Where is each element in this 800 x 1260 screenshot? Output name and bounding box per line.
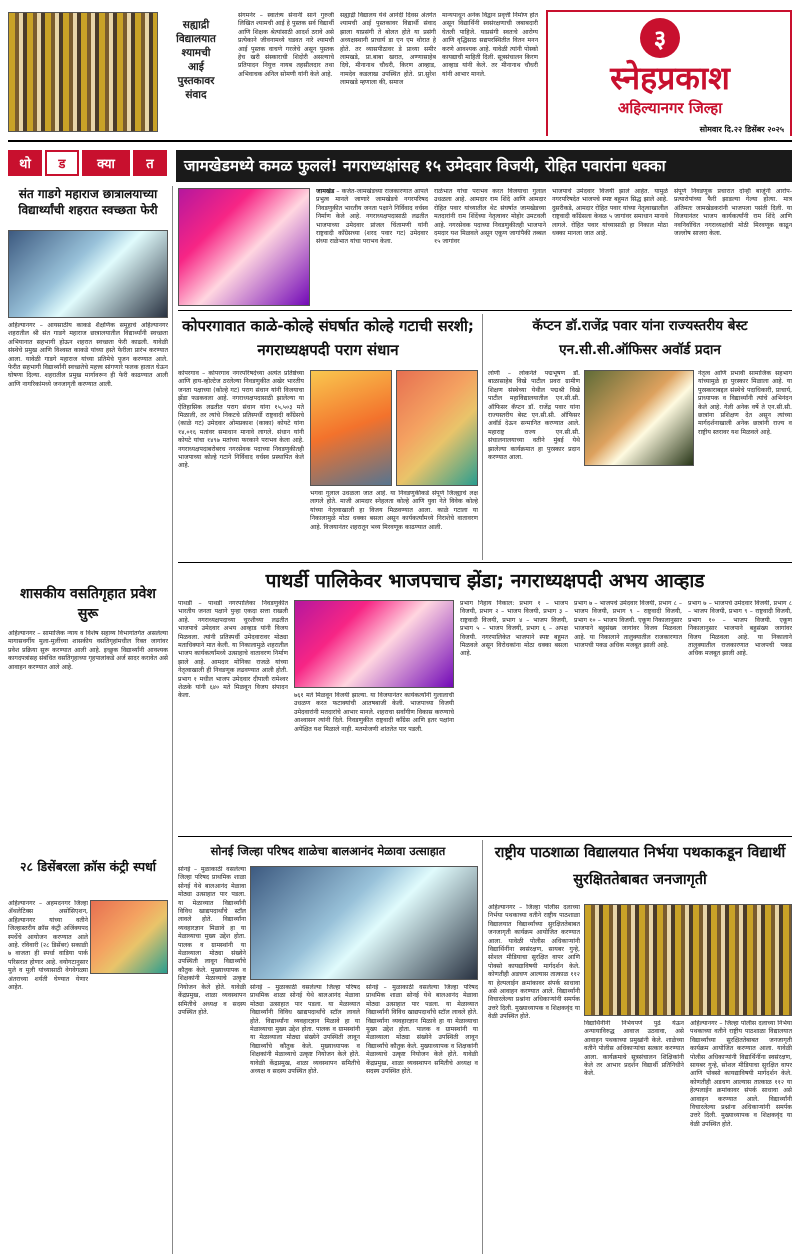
pathardi-text-5: प्रभाग ७ – भाजपचे उमेदवार विजयी, प्रभाग ८ – भाजप विजयी, प्रभाग ९ – राष्ट्रवादी विजयी, प्रभाग १० – भाजप विजयी. एकूण निकालानुसार भाजपाने बहुसंख्य जागांवर विजय मिळवला आहे. या निकालाने तालुक्यातील राजकारणात भाजपची पकड अधिक मजबूत झाली आहे. [688,600,792,658]
jamkhed-text-4: संपूर्ण निवडणूक प्रचारात दोन्ही बाजूंनी आरोप-प्रत्यारोपांच्या फैरी झाडल्या गेल्या होत्या. मात्र अंतिमतः जामखेडकरांनी भाजपला पसंती दिली. या विजयानंतर भाजप कार्यकर्त्यांनी राम शिंदे आणि नवनिर्वाचित नगराध्यक्षांची मोठी मिरवणूक काढून जल्लोष साजरा केला. [674,188,792,238]
pathardi-top-rule [178,562,792,563]
pathardi-text-3: प्रभाग निहाय निकाल: प्रभाग १ – भाजप विजयी, प्रभाग २ – भाजप विजयी, प्रभाग ३ – राष्ट्रवादी विजयी, प्रभाग ४ – भाजप विजयी, प्रभाग ५ – भाजप विजयी, प्रभाग ६ – अपक्ष विजयी. नगरपालिकेत भाजपाने स्पष्ट बहुमत मिळवले असून विरोधकांना मोठा धक्का बसला आहे. [460,600,568,658]
pathardi-text-1: पाथर्डी – पाथर्डी नगरपालिका निवडणुकीत भारतीय जनता पक्षाने पुन्हा एकदा सत्ता राखली आहे. नगराध्यक्षपदाच्या चुरशीच्या लढतीत भाजपाचे उमेदवार अभय आव्हाड यांनी विजय मिळवला. त्यांनी प्रतिस्पर्धी उमेदवारावर मोठ्या मताधिक्याने मात केली. या निकालामुळे शहरातील भाजप कार्यकर्त्यांमध्ये उत्साहाचे वातावरण निर्माण झाले आहे. आमदार मोनिका राजळे यांच्या नेतृत्वाखाली ही निवडणूक लढवण्यात आली होती. प्रभाग १ मधील भाजप उमेदवार दीपाली रामेश्वर शेळके यांनी ६४० मते मिळवून विजय संपादन केला. [178,600,288,700]
story2-headline: शासकीय वसतिगृहात प्रवेश सुरू [20,586,156,622]
top-feature-title-line: संवाद [185,89,207,101]
top-feature-col2: सह्याद्री विद्यालय येथे आनंदी दिवस अंतर्गत श्यामची आई पुस्तकावर विद्यार्थी संवाद झाला याप्रसंगी ते बोलत होते या प्रसंगी अध्यक्षस्थानी प्राचार्य डा एन एम थोरात हे होते. तर व्यासपीठावर डे प्राध्या समीर लामखडे, प्रा.बाबा खरात, अण्णासाहेब दिघे, मीनानाथ चौधरी, किरण आव्हाड, नामदेव कडलाख उपस्थित होते. प्रा.सुरेश लामखडे म्हणाला की, समाज [340,12,436,87]
nirbhaya-photo [584,904,792,1016]
top-feature-title-line: श्यामची [181,47,211,59]
sonai-headline: सोनई जिल्हा परिषद शाळेचा बालआनंद मेळावा उत्साहात [210,844,446,858]
edition-name: अहिल्यानगर जिल्हा [617,99,723,117]
jamkhed-text-1-body: – कर्जत-जामखेडच्या राजकारणात आपले प्रभुत्व मानले जाणारे जामखेडचे नगरपरिषद निवडणुकीत भारतीय जनता पक्षाने निर्विवाद वर्चस्व निर्माण केले आहे. नगराध्यक्षपदासाठी लढतीत भाजपाच्या उमेदवार प्रांजल चिंतामणी यांनी राष्ट्रवादी काँग्रेसच्या (शरद पवार गट) उमेदवार संध्या राळेभात यांचा पराभव केला. [316,188,428,246]
pawar-award-text: लोणी – लोकनेते पद्मभूषण डॉ. बाळासाहेब विखे पाटील प्रवरा ग्रामीण शिक्षण संस्थेच्या येथील पद्मश्री विखे पाटील महाविद्यालयातील एन.सी.सी. ऑफिसर कॅप्टन डॉ. राजेंद्र पवार यांना राज्यस्तरीय बेस्ट एन.सी.सी. ऑफिसर अवॉर्ड देऊन सन्मानित करण्यात आले. महाराष्ट्र राज्य एन.सी.सी. संचालनालयाच्या वतीने मुंबई येथे झालेल्या कार्यक्रमात हा पुरस्कार प्रदान करण्यात आला. [488,370,580,462]
story1-text: अहिल्यानगर – आयसाठीय काकडे शैक्षणिक समूहाचे अहिल्यानगर शहरातील श्री संत गाडगे महाराज छात्रालयातील विद्यार्थ्यांनी स्वच्छता अभियानात सहभागी होऊन शहरात स्वच्छता फेरी काढली. यावेळी संस्थेचे प्रमुख आणि विश्वस्त काकडे यांच्या हस्ते फेरीला प्रारंभ करण्यात आला. यावेळी गाडगे महाराज यांच्या प्रतिमेचे पूजन करण्यात आले. फेरीत सहभागी विद्यार्थ्यांनी स्वच्छतेचे महत्त्व सांगणारे फलक हातात घेऊन घोषणा दिल्या. शहरातील प्रमुख मार्गावरून ही फेरी काढण्यात आली आणि नागरिकांमध्ये जनजागृती करण्यात आली. [8,322,168,388]
pawar-award-photo [584,370,694,466]
kopargaon-text: कोपरगाव – कोपरगाव नगरपरिषदेच्या अत्यंत प्रतिष्ठेच्या आणि हाय-व्होल्टेज ठरलेल्या निवडणुकीत अखेर भारतीय जनता पक्षाच्या (कोल्हे गट) पराग संधान यांनी विजयाचा झेंडा फडकवला आहे. नगराध्यक्षपदासाठी झालेल्या या ऐतिहासिक लढतीत पराग संधान यांना १५,५०३ मते मिळाली, तर त्यांचे निकटचे प्रतिस्पर्धी राष्ट्रवादी काँग्रेसचे (काळे गट) उमेदवार ओमप्रकाश (काका) कोयटे यांना १४,०१६ मतांवर समाधान मानावे लागले. संधान यांनी कोयटे यांचा १४९७ मतांच्या फरकाने पराभव केला आहे. नगराध्यक्षपदाबरोबरच नगरसेवक पदाच्या निवडणुकीतही भाजपाच्या कोल्हे गटाने निर्विवाद वर्चस्व प्रस्थापित केले आहे. [178,370,304,470]
nirbhaya-text: अहिल्यानगर – जिल्हा पोलीस दलाच्या निर्भया पथकाच्या वतीने राष्ट्रीय पाठशाळा विद्यालयात विद्यार्थ्यांच्या सुरक्षिततेबाबत जनजागृती कार्यक्रम आयोजित करण्यात आला. यावेळी पोलीस अधिकाऱ्यांनी विद्यार्थिनींना स्वसंरक्षण, सायबर गुन्हे, सोशल मीडियाचा सुरक्षित वापर आणि पोक्सो कायद्याविषयी मार्गदर्शन केले. कोणतीही अडचण आल्यास तात्काळ ११२ या हेल्पलाईन क्रमांकावर संपर्क साधावा असे आवाहन करण्यात आले. विद्यार्थ्यांनी विचारलेल्या प्रश्नांना अधिकाऱ्यांनी समर्पक उत्तरे दिली. मुख्याध्यापक व शिक्षकवृंद या वेळी उपस्थित होते. [488,904,580,1021]
page-number: ३ [653,24,667,53]
masthead [546,10,792,136]
sonai-divider [482,840,483,1254]
main-headline: जामखेडमध्ये कमळ फुललं! नगराध्यक्षांसह १५ उमेदवार विजयी, रोहित पवारांना धक्का [176,150,792,182]
story3-photo [90,900,168,974]
section-tag-cell [8,150,42,176]
left-column-divider [172,186,173,1254]
section-tag-cell [133,150,167,176]
jamkhed-rule [178,310,792,311]
kopargaon-headline: कोपरगावात काळे-कोल्हे संघर्षात कोल्हे गटाची सरशी; नगराध्यक्षपदी पराग संधान [182,317,474,359]
page-number-badge [640,18,680,58]
top-feature-title-line: विद्यालयात [176,33,216,45]
paper-name: स्नेहप्रकाश [610,59,730,97]
jamkhed-text-1 [316,188,428,306]
section-tag-cell [45,150,79,176]
section-tag-cell [82,150,130,176]
nirbhaya-headline: राष्ट्रीय पाठशाळा विद्यालयात निर्भया पथकाकडून विद्यार्थी सुरक्षिततेबाबत जनजागृती [494,845,786,888]
jamkhed-photo [178,188,310,306]
section-tag [8,150,168,176]
story3-headline: २८ डिसेंबरला क्रॉस कंट्री स्पर्धा [19,859,157,874]
jamkhed-text-3: भाजपाचे उमेदवार विजयी झाले आहेत. यामुळे नगरपरिषदेत भाजपचे स्पष्ट बहुमत सिद्ध झाले आहे. दुसरीकडे, आमदार रोहित पवार यांच्या नेतृत्वाखालील राष्ट्रवादी काँग्रेसला केवळ ५ जागांवर समाधान मानावे लागले. रोहित पवार यांच्यासाठी हा निकाल मोठा धक्का मानला जात आहे. [552,188,668,238]
story2-text: अहिल्यानगर – सामाजिक न्याय व विशेष सहाय्य विभागांतर्गत असलेल्या मागासवर्गीय मुला-मुलींच्या शासकीय वसतिगृहांमधील रिक्त जागांवर प्रवेश प्रक्रिया सुरू करण्यात आली आहे. इच्छुक विद्यार्थ्यांनी आवश्यक कागदपत्रांसह संबंधित वसतिगृहाच्या गृहपालांकडे अर्ज सादर करावेत असे आवाहन करण्यात आले आहे. [8,630,168,671]
story3-text: अहिल्यानगर – अहमदनगर जिल्हा ॲथलेटिक्स असोसिएशन, अहिल्यानगर यांच्या वतीने जिल्हास्तरीय क्रॉस कंट्री अजिंक्यपद स्पर्धेचे आयोजन करण्यात आले आहे. रविवारी (२८ डिसेंबर) सकाळी ७ वाजता ही स्पर्धा वाडिया पार्क परिसरात होणार आहे. वयोगटानुसार मुले व मुली यांच्यासाठी वेगवेगळ्या अंतराच्या शर्यती घेण्यात येणार आहेत. [8,900,88,992]
masthead-rule [8,140,792,142]
pathardi-text-2: ७६१ मते मिळवून विजयी झाल्या. या विजयानंतर कार्यकर्त्यांनी गुलालाची उधळण करत फटाक्यांची आतषबाजी केली. भाजपाच्या विजयी उमेदवारांनी मतदारांचे आभार मानले. शहराचा सर्वांगीण विकास करण्याचे आश्वासन त्यांनी दिले. निवडणुकीत राष्ट्रवादी काँग्रेस आणि इतर पक्षांना अपेक्षित यश मिळाले नाही. मतमोजणी शांततेत पार पडली. [294,692,454,733]
top-feature-title [160,18,232,130]
section-tag-text: क्या [97,157,115,172]
section-tag-text: ड [58,157,66,172]
pawar-award-headline: कॅप्टन डॉ.राजेंद्र पवार यांना राज्यस्तरीय बेस्ट एन.सी.सी.ऑफिसर अवॉर्ड प्रदान [532,318,748,358]
pathardi-bottom-rule [178,836,792,837]
section-tag-text: थो [19,157,31,172]
nirbhaya-text-2: विद्यार्थिनींनी निर्भयपणे पुढे येऊन अन्यायाविरुद्ध आवाज उठवावा, असे आवाहन पथकाच्या प्रमुखांनी केले. शाळेच्या वतीने पोलीस अधिकाऱ्यांचा सत्कार करण्यात आला. कार्यक्रमाचे सूत्रसंचालन शिक्षिकांनी केले तर आभार प्रदर्शन विद्यार्थी प्रतिनिधीने केले. [584,1020,684,1078]
sonai-text: सोनई – मुळाकाठी वसलेल्या जिल्हा परिषद प्राथमिक शाळा सोनई येथे बालआनंद मेळावा मोठ्या उत्साहात पार पडला. या मेळाव्यात विद्यार्थ्यांनी विविध खाद्यपदार्थांचे स्टॉल लावले होते. विद्यार्थ्यांना व्यवहारज्ञान मिळावे हा या मेळाव्याचा मुख्य उद्देश होता. पालक व ग्रामस्थांनी या मेळाव्याला मोठ्या संख्येने उपस्थिती लावून विद्यार्थ्यांचे कौतुक केले. मुख्याध्यापक व शिक्षकांनी मेळाव्याचे उत्कृष्ट नियोजन केले होते. यावेळी केंद्रप्रमुख, शाळा व्यवस्थापन समितीचे अध्यक्ष व सदस्य उपस्थित होते. [178,866,246,1016]
top-feature-photo [8,12,158,132]
kopargaon-divider [482,314,483,560]
pathardi-headline: पाथर्डी पालिकेवर भाजपचाच झेंडा; नगराध्यक्षपदी अभय आव्हाड [265,570,705,592]
sonai-photo [250,866,478,980]
date-line: सोमवार दि.२२ डिसेंबर २०२५ [548,120,790,136]
top-feature-title-line: आई [188,61,204,73]
story1-photo [8,230,168,318]
top-feature-col1: संगमनेर – स्वातंत्र्य सेनानी साने गुरुजी लिखित श्यामची आई हे पुस्तक सर्व विद्यार्थी आणि शिक्षक श्रेत्यांसाठी आदर्श ठरावे असे प्रत्येकाने जीवनामध्ये घडवत नारे श्यामची आई पुस्तक वाचणे गरजेचे असून पुस्तक हेच खरी संस्काराची शिदोरी असल्याचे प्रतिपादन नियुत्त नायब तहसीलदार तथा अभिवाचक अनिल सोमणी यांनी केले आहे. [238,12,334,78]
sonai-text-2: सोनई – मुळाकाठी वसलेल्या जिल्हा परिषद प्राथमिक शाळा सोनई येथे बालआनंद मेळावा मोठ्या उत्साहात पार पडला. या मेळाव्यात विद्यार्थ्यांनी विविध खाद्यपदार्थांचे स्टॉल लावले होते. विद्यार्थ्यांना व्यवहारज्ञान मिळावे हा या मेळाव्याचा मुख्य उद्देश होता. पालक व ग्रामस्थांनी या मेळाव्याला मोठ्या संख्येने उपस्थिती लावून विद्यार्थ्यांचे कौतुक केले. मुख्याध्यापक व शिक्षकांनी मेळाव्याचे उत्कृष्ट नियोजन केले होते. यावेळी केंद्रप्रमुख, शाळा व्यवस्थापन समितीचे अध्यक्ष व सदस्य उपस्थित होते. [250,984,360,1076]
nirbhaya-text-3: अहिल्यानगर – जिल्हा पोलीस दलाच्या निर्भया पथकाच्या वतीने राष्ट्रीय पाठशाळा विद्यालयात विद्यार्थ्यांच्या सुरक्षिततेबाबत जनजागृती कार्यक्रम आयोजित करण्यात आला. यावेळी पोलीस अधिकाऱ्यांनी विद्यार्थिनींना स्वसंरक्षण, सायबर गुन्हे, सोशल मीडियाचा सुरक्षित वापर आणि पोक्सो कायद्याविषयी मार्गदर्शन केले. कोणतीही अडचण आल्यास तात्काळ ११२ या हेल्पलाईन क्रमांकावर संपर्क साधावा असे आवाहन करण्यात आले. विद्यार्थ्यांनी विचारलेल्या प्रश्नांना अधिकाऱ्यांनी समर्पक उत्तरे दिली. मुख्याध्यापक व शिक्षकवृंद या वेळी उपस्थित होते. [690,1020,792,1128]
top-feature-title-line: पुस्तकावर [177,75,215,87]
kopargaon-photo-1 [310,370,392,486]
pathardi-text-4: प्रभाग ७ – भाजपचे उमेदवार विजयी, प्रभाग ८ – भाजप विजयी, प्रभाग ९ – राष्ट्रवादी विजयी, प्रभाग १० – भाजप विजयी. एकूण निकालानुसार भाजपाने बहुसंख्य जागांवर विजय मिळवला आहे. या निकालाने तालुक्यातील राजकारणात भाजपची पकड अधिक मजबूत झाली आहे. [574,600,682,650]
section-tag-text: त [146,157,154,172]
pawar-award-text-2: नेतृत्व आणि प्रभावी सामाजिक सहभाग यांच्यामुळे हा पुरस्कार मिळाला आहे. या पुरस्काराबद्दल संस्थेचे पदाधिकारी, प्राचार्य, प्राध्यापक व विद्यार्थ्यांनी त्यांचे अभिनंदन केले आहे. गेली अनेक वर्षे ते एन.सी.सी. छात्रांना प्रशिक्षण देत असून त्यांच्या मार्गदर्शनाखाली अनेक छात्रांनी राज्य व राष्ट्रीय स्तरावर यश मिळवले आहे. [698,370,792,436]
story1-headline: संत गाडगे महाराज छात्रालयाच्या विद्यार्थ्यांची शहरात स्वच्छता फेरी [18,187,158,217]
kopargaon-text-2: भगवा गुलाल उधळला जात आहे. या निवडणुकीकडे संपूर्ण जिल्ह्याचे लक्ष लागले होते. माजी आमदार स्नेहलता कोल्हे आणि युवा नेते विवेक कोल्हे यांच्या नेतृत्वाखाली हा विजय मिळवण्यात आला. काळे गटाला या निकालामुळे मोठा धक्का बसला असून कार्यकर्त्यांमध्ये निराशेचे वातावरण आहे. विजयानंतर शहरातून भव्य मिरवणूक काढण्यात आली. [310,490,478,531]
top-feature-title-line: सह्याद्री [182,19,210,31]
kopargaon-photo-2 [396,370,478,486]
jamkhed-dateline: जामखेड [316,188,335,195]
pathardi-photo [294,600,454,688]
sonai-text-3: सोनई – मुळाकाठी वसलेल्या जिल्हा परिषद प्राथमिक शाळा सोनई येथे बालआनंद मेळावा मोठ्या उत्साहात पार पडला. या मेळाव्यात विद्यार्थ्यांनी विविध खाद्यपदार्थांचे स्टॉल लावले होते. विद्यार्थ्यांना व्यवहारज्ञान मिळावे हा या मेळाव्याचा मुख्य उद्देश होता. पालक व ग्रामस्थांनी या मेळाव्याला मोठ्या संख्येने उपस्थिती लावून विद्यार्थ्यांचे कौतुक केले. मुख्याध्यापक व शिक्षकांनी मेळाव्याचे उत्कृष्ट नियोजन केले होते. यावेळी केंद्रप्रमुख, शाळा व्यवस्थापन समितीचे अध्यक्ष व सदस्य उपस्थित होते. [366,984,478,1076]
jamkhed-text-2: राळेभात यांचा पराभव करत विजयाचा गुलाल उधळला आहे. आमदार राम शिंदे आणि आमदार रोहित पवार यांच्यातील थेट संघर्षात जामखेडच्या मतदारांनी राम शिंदेंच्या नेतृत्वावर मोहोर उमटवली आहे. नगरसेवक पदाच्या निवडणुकीतही भाजपाने दमदार यश मिळवले असून एकूण जागांपैकी तब्बल १५ जागांवर [434,188,546,246]
top-feature-col3: मान्यपाधून अनेक विद्वान प्रवृत्ती निर्माण होत असून विद्यार्थिनी स्वसंरक्षणाची जबाबदारी घेतली पाहिजे. याप्रसंगी स्वतःचे आरोग्य आणि वृद्धिसाठ सद्यपरस्थितीत वितन मनन करणे आवश्यक आहे. यावेळी त्यांनी पोस्को कायद्याची माहिती दिली. सूत्रसंचालन किरण आव्हाड यांनी केले. तर मीनानाथ चौधरी यांनी आभार मानले. [442,12,538,78]
